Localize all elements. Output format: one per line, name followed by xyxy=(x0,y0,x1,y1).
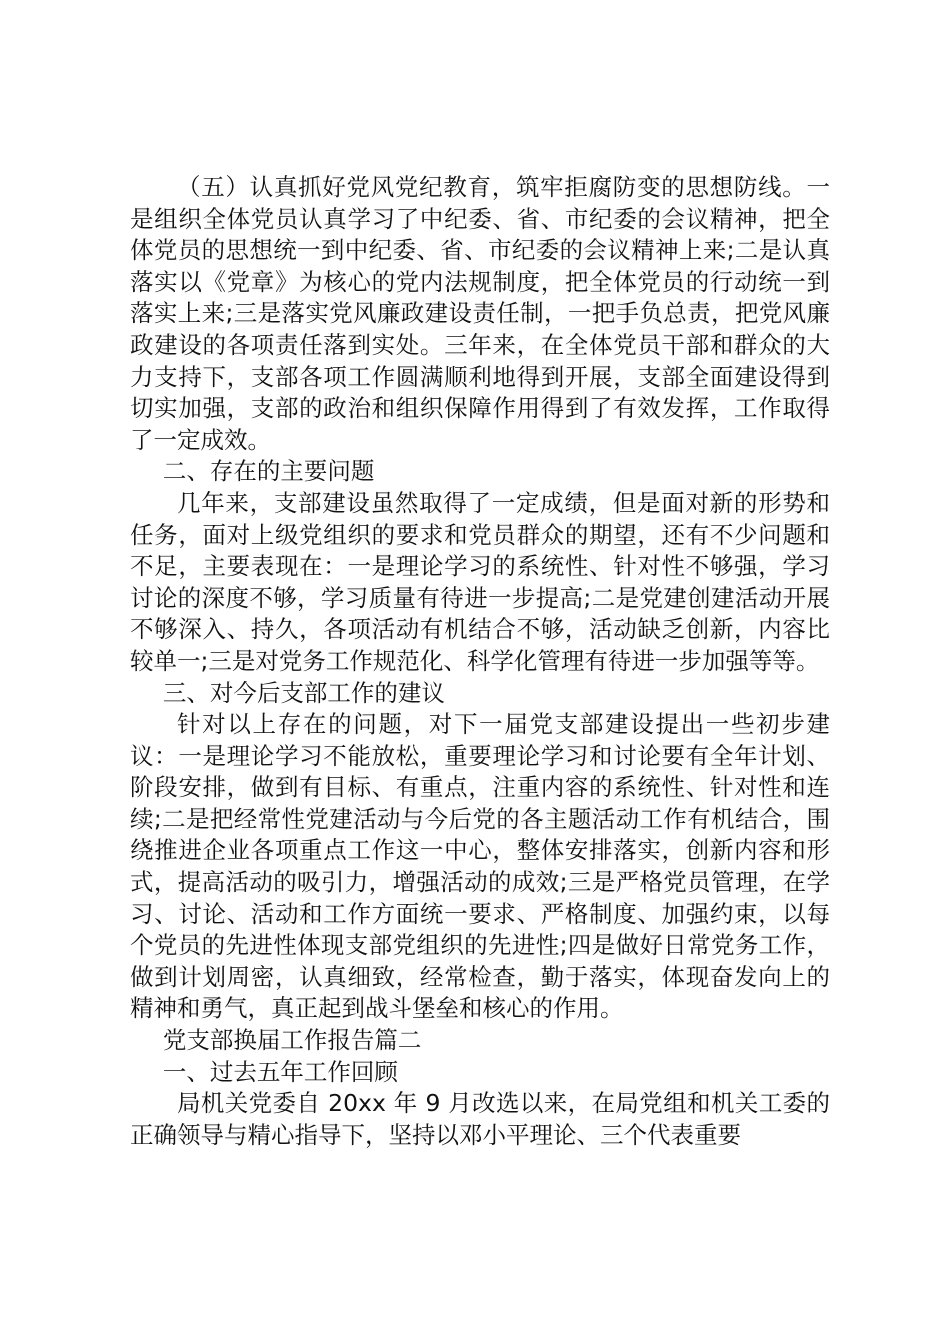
paragraph-suggestions: 针对以上存在的问题，对下一届党支部建设提出一些初步建议：一是理论学习不能放松，重要理论学习和讨论要有全年计划、阶段安排，做到有目标、有重点，注重内容的系统性、针对性和连续;二是把经常性党建活动与今后党的各主题活动工作有机结合，围绕推进企业各项重点工作这一中心，整体安排落实，创新内容和形式，提高活动的吸引力，增强活动的成效;三是严格党员管理，在学习、讨论、活动和工作方面统一要求、严格制度、加强约束，以每个党员的先进性体现支部党组织的先进性;四是做好日常党务工作，做到计划周密，认真细致，经常检查，勤于落实，体现奋发向上的精神和勇气，真正起到战斗堡垒和核心的作用。 xyxy=(130,710,830,1023)
section-heading-five-year-review: 一、过去五年工作回顾 xyxy=(162,1057,398,1086)
paragraph-five-year-review: 局机关党委自 20xx 年 9 月改选以来，在局党组和机关工委的正确领导与精心指导下，坚持以邓小平理论、三个代表重要 xyxy=(130,1089,830,1149)
document-page xyxy=(130,172,830,1151)
paragraph-main-problems: 几年来，支部建设虽然取得了一定成绩，但是面对新的形势和任务，面对上级党组织的要求和党员群众的期望，还有不少问题和不足，主要表现在：一是理论学习的系统性、针对性不够强，学习讨论的深度不够，学习质量有待进一步提高;二是党建创建活动开展不够深入、持久，各项活动有机结合不够，活动缺乏创新，内容比较单一;三是对党务工作规范化、科学化管理有待进一步加强等等。 xyxy=(130,488,830,675)
paragraph-party-discipline-education: （五）认真抓好党风党纪教育，筑牢拒腐防变的思想防线。一是组织全体党员认真学习了中纪委、省、市纪委的会议精神，把全体党员的思想统一到中纪委、省、市纪委的会议精神上来;二是认真落实以《党章》为核心的党内法规制度，把全体党员的行动统一到落实上来;三是落实党风廉政建设责任制，一把手负总责，把党风廉政建设的各项责任落到实处。三年来，在全体党员干部和群众的大力支持下，支部各项工作圆满顺利地得到开展，支部全面建设得到切实加强，支部的政治和组织保障作用得到了有效发挥，工作取得了一定成效。 xyxy=(130,173,830,454)
section-heading-suggestions: 三、对今后支部工作的建议 xyxy=(162,678,445,707)
section-heading-main-problems: 二、存在的主要问题 xyxy=(162,457,375,486)
report-title-part-two: 党支部换届工作报告篇二 xyxy=(162,1026,422,1055)
